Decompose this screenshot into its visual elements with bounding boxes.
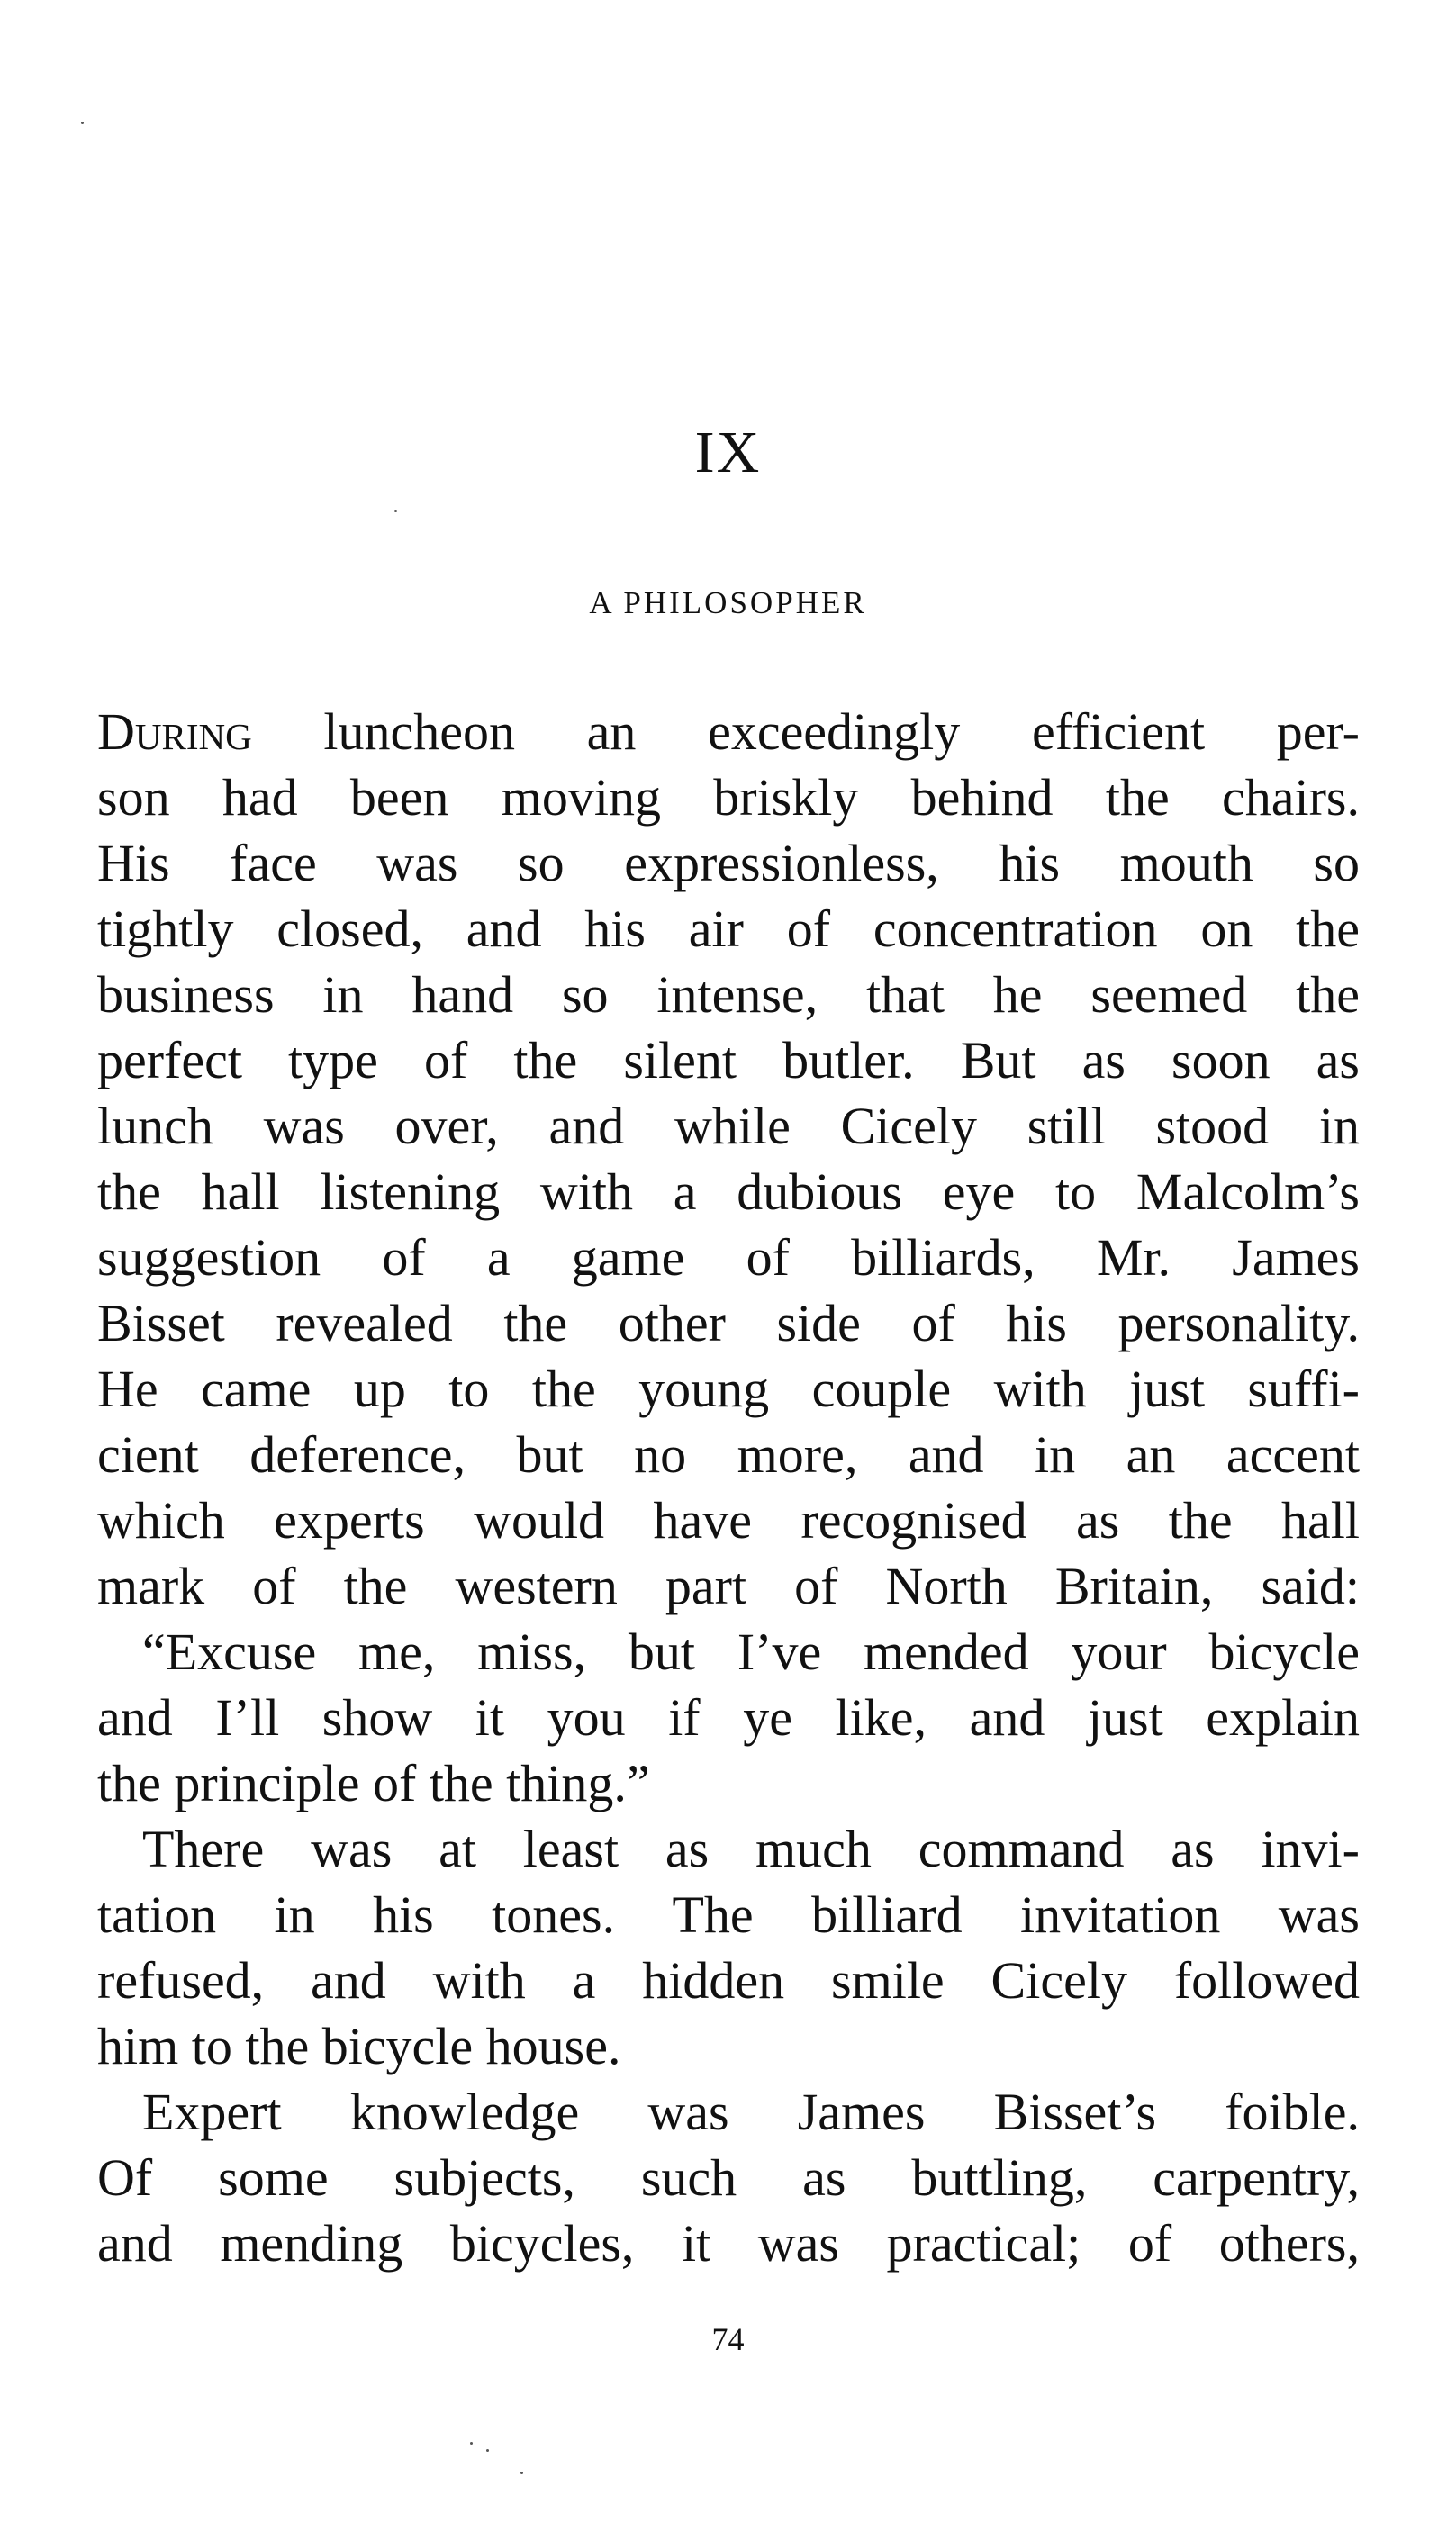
text-line: During luncheon an exceedingly efficient per-: [97, 702, 1360, 761]
page-number: 74: [711, 2321, 745, 2357]
text-line: mark of the western part of North Britain, said:: [97, 1557, 1360, 1615]
drop-word: During: [97, 702, 252, 761]
chapter-number: IX: [694, 420, 762, 485]
text-line: There was at least as much command as invi-: [142, 1820, 1360, 1878]
text-line: tation in his tones. The billiard invitation was: [97, 1885, 1360, 1944]
paper-speck: [486, 2449, 489, 2452]
text-line: the principle of the thing.”: [97, 1754, 650, 1812]
body-text: [97, 699, 1360, 2276]
text-line: His face was so expressionless, his mouth so: [97, 834, 1360, 892]
paper-speck: [81, 122, 84, 124]
chapter-title: A PHILOSOPHER: [589, 585, 867, 620]
text-line: suggestion of a game of billiards, Mr. James: [97, 1228, 1360, 1287]
text-line: refused, and with a hidden smile Cicely followed: [97, 1951, 1360, 2010]
text-line: and I’ll show it you if ye like, and just explain: [97, 1688, 1360, 1747]
text-line: the hall listening with a dubious eye to Malcolm’s: [97, 1162, 1360, 1221]
text-line: He came up to the young couple with just suffi-: [97, 1360, 1360, 1418]
text-line: and mending bicycles, it was practical; of others,: [97, 2214, 1360, 2273]
text-line: Of some subjects, such as buttling, carpentry,: [97, 2148, 1360, 2207]
paper-speck: [470, 2442, 473, 2445]
text-line: which experts would have recognised as the hall: [97, 1491, 1360, 1550]
text-line: Expert knowledge was James Bisset’s foible.: [142, 2083, 1360, 2141]
text-line: perfect type of the silent butler. But as soon as: [97, 1031, 1360, 1089]
text-line: business in hand so intense, that he seemed the: [97, 965, 1360, 1024]
text-line: Bisset revealed the other side of his personality.: [97, 1294, 1360, 1352]
text-line: son had been moving briskly behind the chairs.: [97, 768, 1360, 827]
text-line: cient deference, but no more, and in an accent: [97, 1425, 1360, 1484]
paper-speck: [394, 510, 397, 512]
text-line: tightly closed, and his air of concentration on the: [97, 899, 1360, 958]
text-line: him to the bicycle house.: [97, 2017, 621, 2075]
paper-speck: [520, 2472, 523, 2474]
text-line: “Excuse me, miss, but I’ve mended your bicycle: [142, 1623, 1360, 1681]
text-line: lunch was over, and while Cicely still stood in: [97, 1097, 1360, 1155]
